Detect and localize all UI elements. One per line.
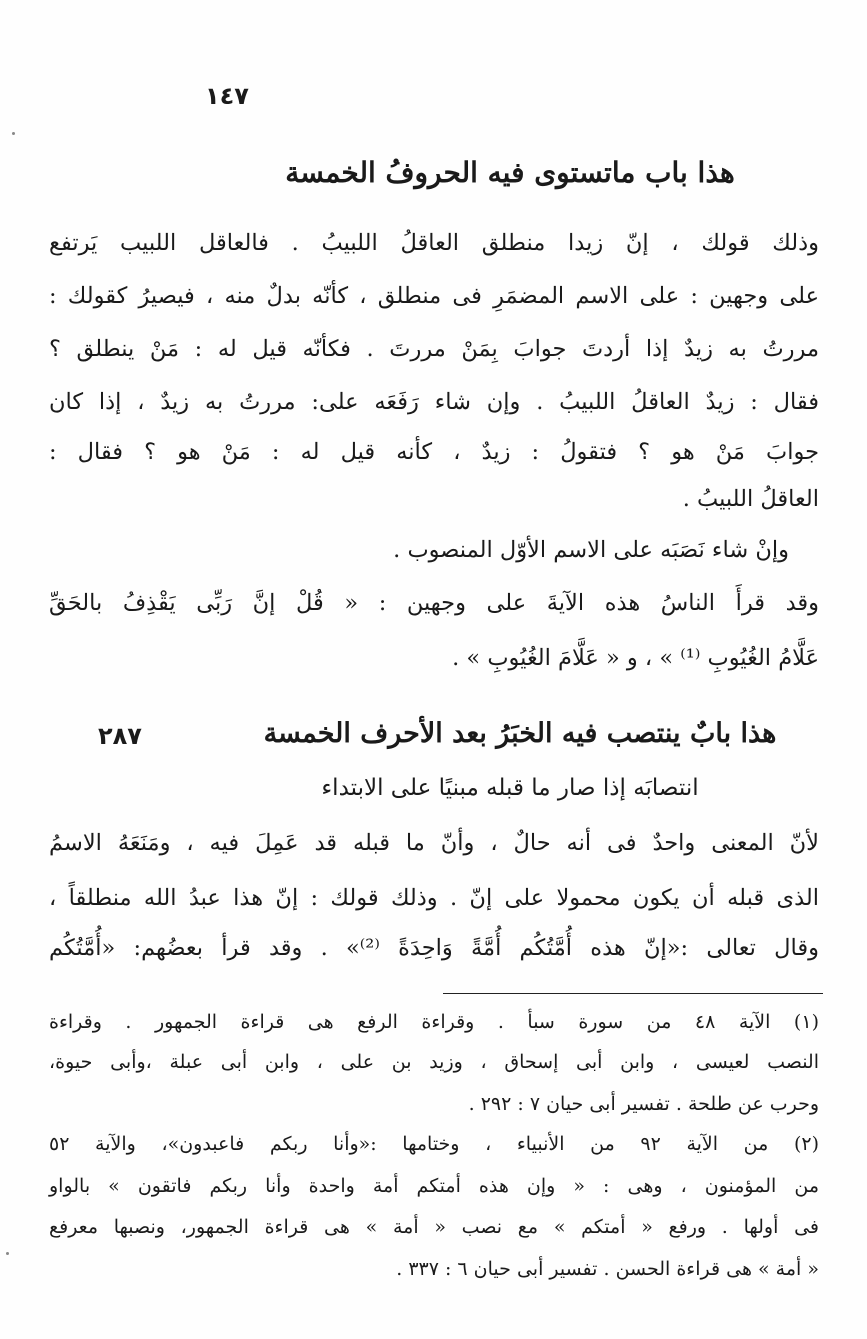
page-number: ١٤٧ bbox=[205, 82, 249, 110]
section-1-heading: هذا باب ماتستوى فيه الحروفُ الخمسة bbox=[285, 156, 735, 189]
section-1-line-6: العاقلُ اللبيبُ . bbox=[682, 486, 819, 512]
section-1-line-4: فقال : زيدٌ العاقلُ اللبيبُ . وإن شاء رَفَعَه على: مررتُ به زيدٌ ، إذا كان bbox=[49, 389, 819, 415]
footnote-2-line-1: (٢) من الآية ٩٢ من الأنبياء ، وختامها :«وأنا ربكم فاعبدون»، والآية ٥٢ bbox=[49, 1133, 819, 1155]
section-2-line-1: لأنّ المعنى واحدٌ فى أنه حالٌ ، وأنّ ما قبله قد عَمِلَ فيه ، ومَنَعَهُ الاسمُ bbox=[49, 830, 819, 856]
section-1-paragraph-3-line-1: وقد قرأَ الناسُ هذه الآيةَ على وجهين : « قُلْ إنَّ رَبِّى يَقْذِفُ بالحَقِّ bbox=[49, 590, 819, 616]
section-2-line-3: وقال تعالى :«إنّ هذه أُمَّتُكُم أُمَّةً وَاحِدَةً ⁽²⁾» . وقد قرأ بعضُهم: «أُمَّتُكُم bbox=[49, 935, 819, 961]
section-2-line-2: الذى قبله أن يكون محمولا على إنّ . وذلك قولك : إنّ هذا عبدُ الله منطلقاً ، bbox=[49, 885, 819, 911]
margin-reference-number: ٢٨٧ bbox=[98, 722, 142, 750]
footnote-1-line-2: النصب لعيسى ، وابن أبى إسحاق ، وزيد بن على ، وابن أبى عبلة ،وأبى حيوة، bbox=[49, 1051, 819, 1073]
section-1-line-3: مررتُ به زيدٌ إذا أردتَ جوابَ بِمَنْ مررتَ . فكأنّه قيل له : مَنْ ينطلق ؟ bbox=[49, 336, 819, 362]
footnote-2-line-3: فى أولها . ورفع « أمتكم » مع نصب « أمة » هى قراءة الجمهور، ونصبها معرفع bbox=[49, 1216, 819, 1238]
section-1-paragraph-3-line-2: عَلَّامُ الغُيُوبِ ⁽¹⁾ » ، و « عَلَّامَ الغُيُوبِ » . bbox=[452, 645, 819, 671]
footnote-2-line-4: « أمة » هى قراءة الحسن . تفسير أبى حيان ٦ : ٣٣٧ . bbox=[396, 1258, 819, 1280]
section-1-line-1: وذلك قولك ، إنّ زيدا منطلق العاقلُ اللبيبُ . فالعاقل اللبيب يَرتفع bbox=[49, 230, 819, 256]
section-2-heading: هذا بابٌ ينتصب فيه الخبَرُ بعد الأحرف الخمسة bbox=[263, 718, 777, 749]
scan-speck bbox=[6, 1252, 9, 1255]
footnote-2-line-2: من المؤمنون ، وهى : « وإن هذه أمتكم أمة واحدة وأنا ربكم فاتقون » بالواو bbox=[49, 1175, 819, 1197]
footnote-separator bbox=[443, 993, 823, 994]
section-2-subheading: انتصابَه إذا صار ما قبله مبنيًا على الابتداء bbox=[321, 775, 699, 801]
section-1-line-2: على وجهين : على الاسم المضمَرِ فى منطلق ، كأنّه بدلٌ منه ، فيصيرُ كقولك : bbox=[49, 283, 819, 309]
section-1-line-5: جوابَ مَنْ هو ؟ فتقولُ : زيدٌ ، كأنه قيل له : مَنْ هو ؟ فقال : bbox=[49, 439, 819, 465]
footnote-1-line-3: وحرب عن طلحة . تفسير أبى حيان ٧ : ٢٩٢ . bbox=[468, 1093, 819, 1115]
footnote-1-line-1: (١) الآية ٤٨ من سورة سبأ . وقراءة الرفع هى قراءة الجمهور . وقراءة bbox=[49, 1011, 819, 1033]
scan-speck bbox=[12, 132, 15, 135]
section-1-paragraph-2: وإنْ شاء نَصَبَه على الاسم الأوّل المنصوب . bbox=[393, 537, 789, 563]
